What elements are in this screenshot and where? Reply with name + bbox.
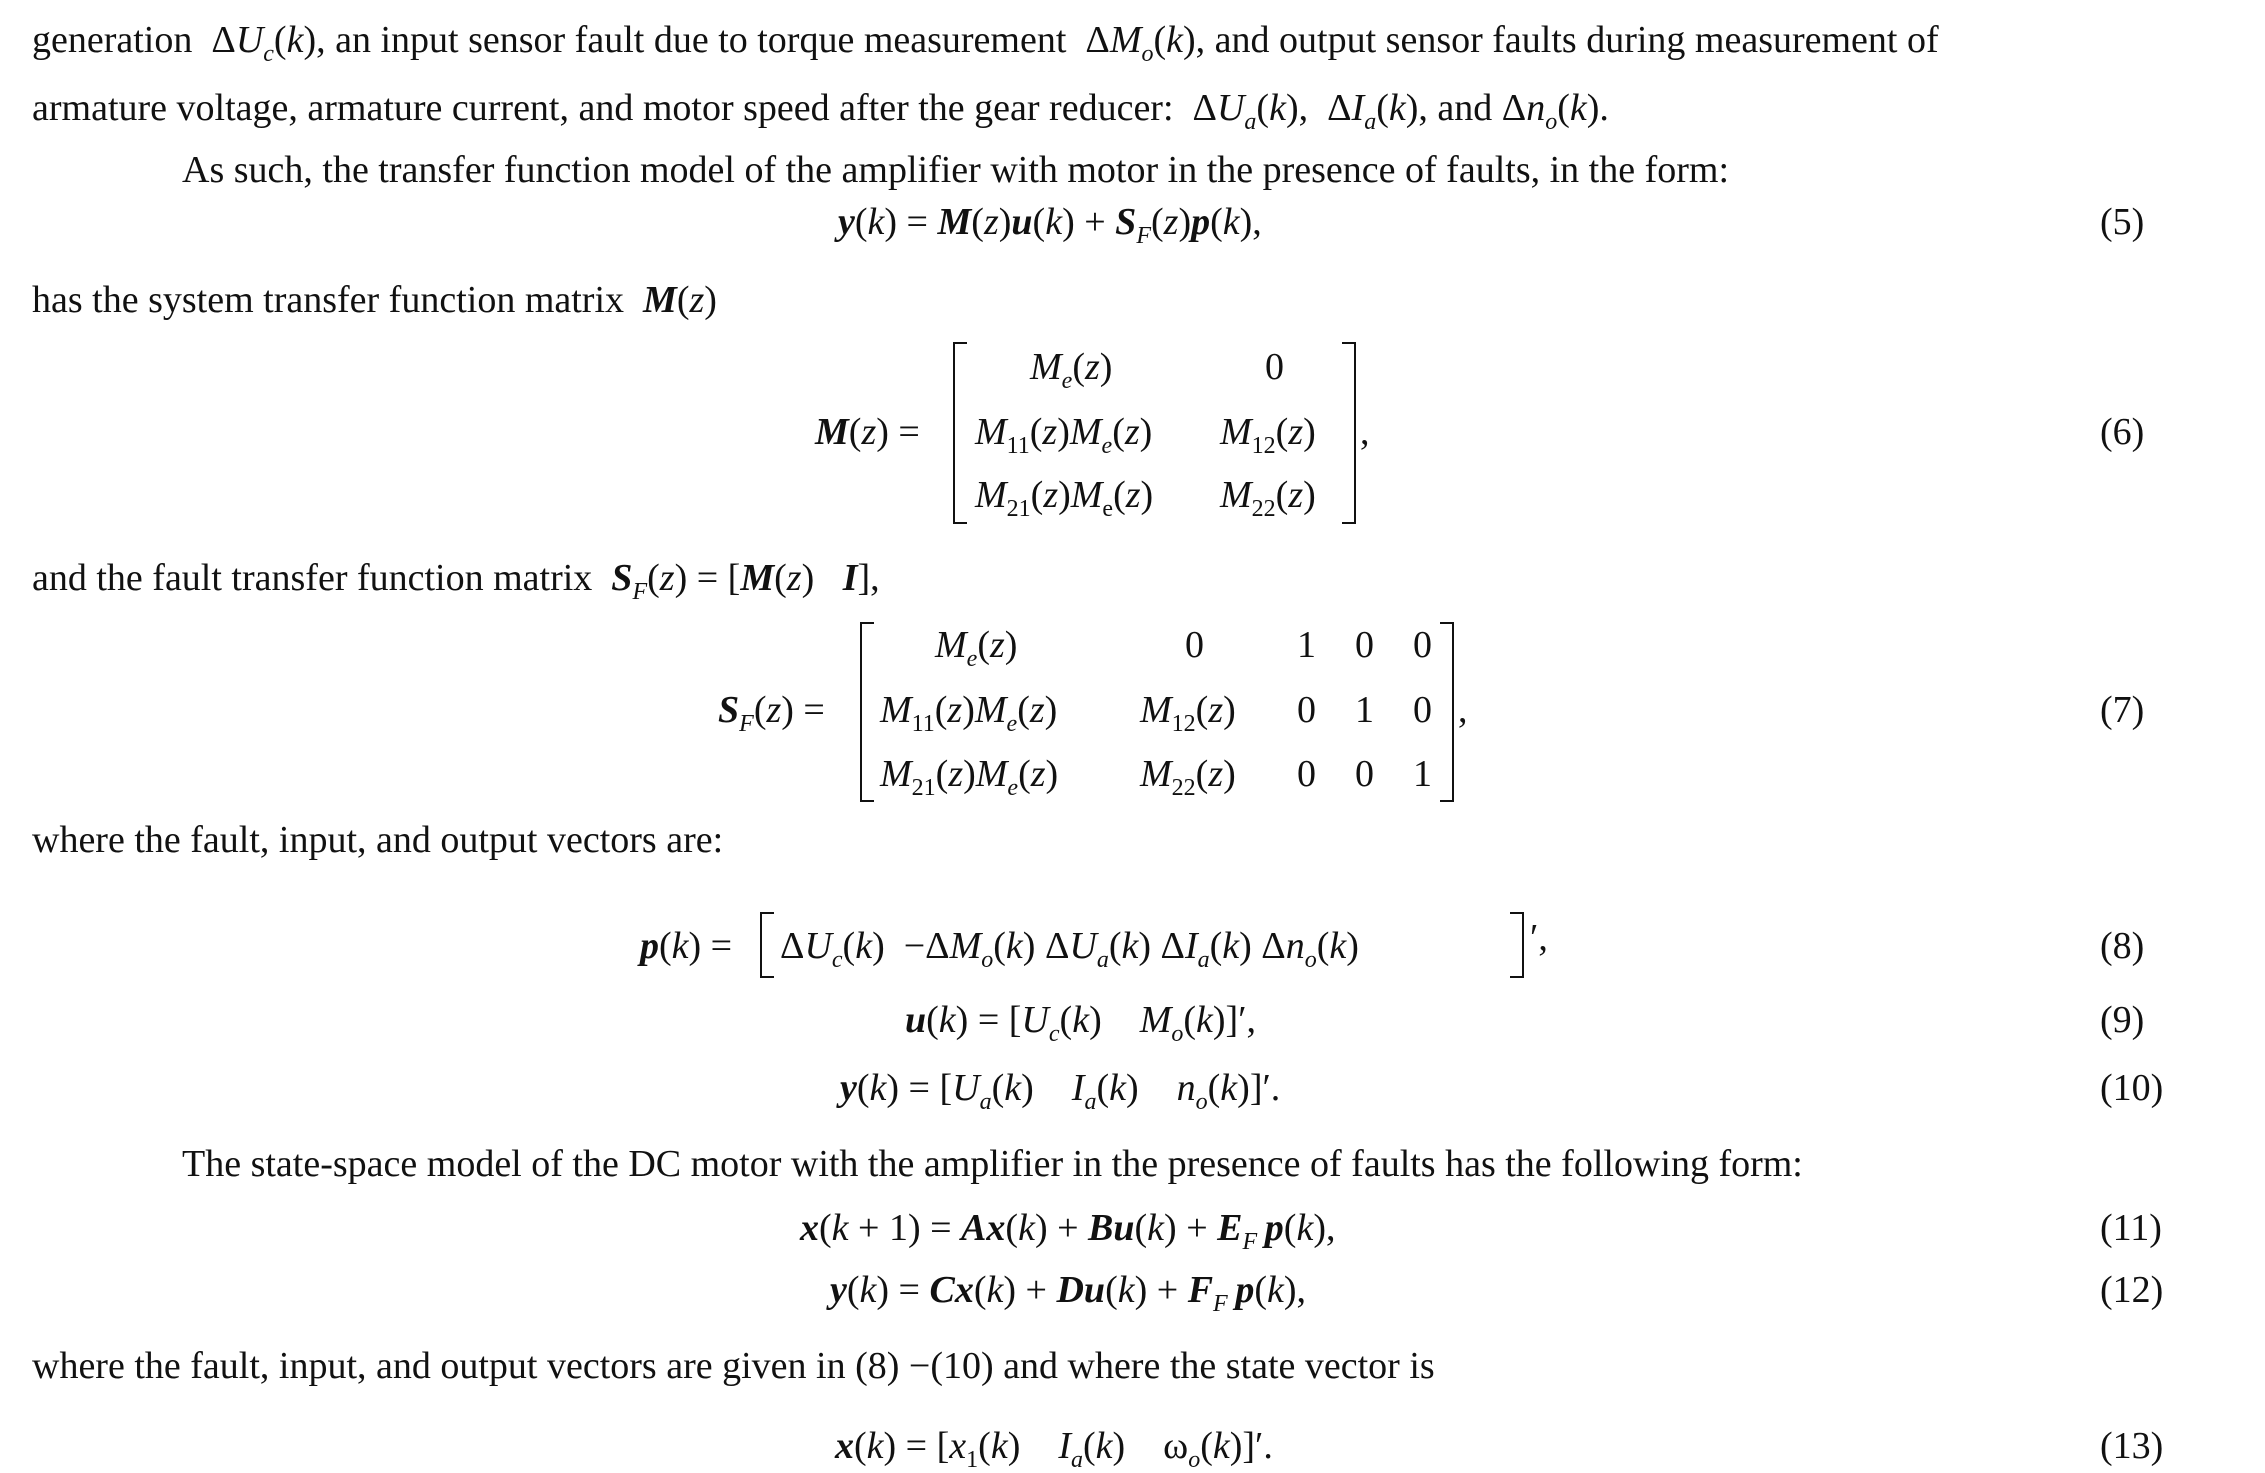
eq-number-13: (13) — [2100, 1425, 2164, 1467]
equation-9: $u(k) = [U_c(k)$ $M_o(k)]'$, — [905, 999, 1257, 1047]
eq-number-8: (8) — [2100, 925, 2145, 967]
paragraph-state-space: The state-space model of the DC motor with the amplifier in the presence of faults has the following form: — [182, 1143, 1803, 1185]
paragraph-state-vector: where the fault, input, and output vectors are given in (8) −(10) and where the state vector is — [32, 1345, 1435, 1387]
equation-12: $y(k) = Cx(k) + Du(k) + F_F$ p(k), — [830, 1269, 1307, 1317]
eq-number-7: (7) — [2100, 689, 2145, 731]
eq-number-6: (6) — [2100, 411, 2145, 453]
eq-number-10: (10) — [2100, 1067, 2164, 1109]
paragraph-as-such: As such, the transfer function model of the amplifier with motor in the presence of faults, in the form: — [182, 149, 1730, 191]
eq-number-12: (12) — [2100, 1269, 2164, 1311]
text-line-system-matrix: has the system transfer function matrix M(z) — [32, 279, 717, 321]
equation-13: $x(k) = [x_1(k)$ $I_a(k)$ $\omega_o(k)]'$. — [835, 1425, 1273, 1473]
eq-number-11: (11) — [2100, 1207, 2162, 1249]
equation-5: $y(k) = M(z)u(k) + S_F(z)p(k)$, — [838, 201, 1262, 249]
text-line-generation: generation $\Delta U_c(k)$, an input sensor fault due to torque measurement $\Delta M_o(k)$, and output sensor faults during measurement of — [32, 19, 1939, 67]
eq-number-5: (5) — [2100, 201, 2145, 243]
text-line-fault-matrix: and the fault transfer function matrix $S_F(z) = [M(z)$ I], — [32, 557, 880, 605]
equation-10: $y(k) = [U_a(k)$ $I_a(k)$ $n_o(k)]'$. — [840, 1067, 1281, 1115]
eq-number-9: (9) — [2100, 999, 2145, 1041]
equation-11: $x(k + 1) = Ax(k) + Bu(k) + E_F$ p(k), — [800, 1207, 1336, 1255]
text-line-armature: armature voltage, armature current, and motor speed after the gear reducer: $\Delta U_a(k)$, $\Delta I_a(k)$, and $\Delta n_o(k)$. — [32, 87, 1609, 135]
paragraph-where-vectors: where the fault, input, and output vectors are: — [32, 819, 724, 861]
